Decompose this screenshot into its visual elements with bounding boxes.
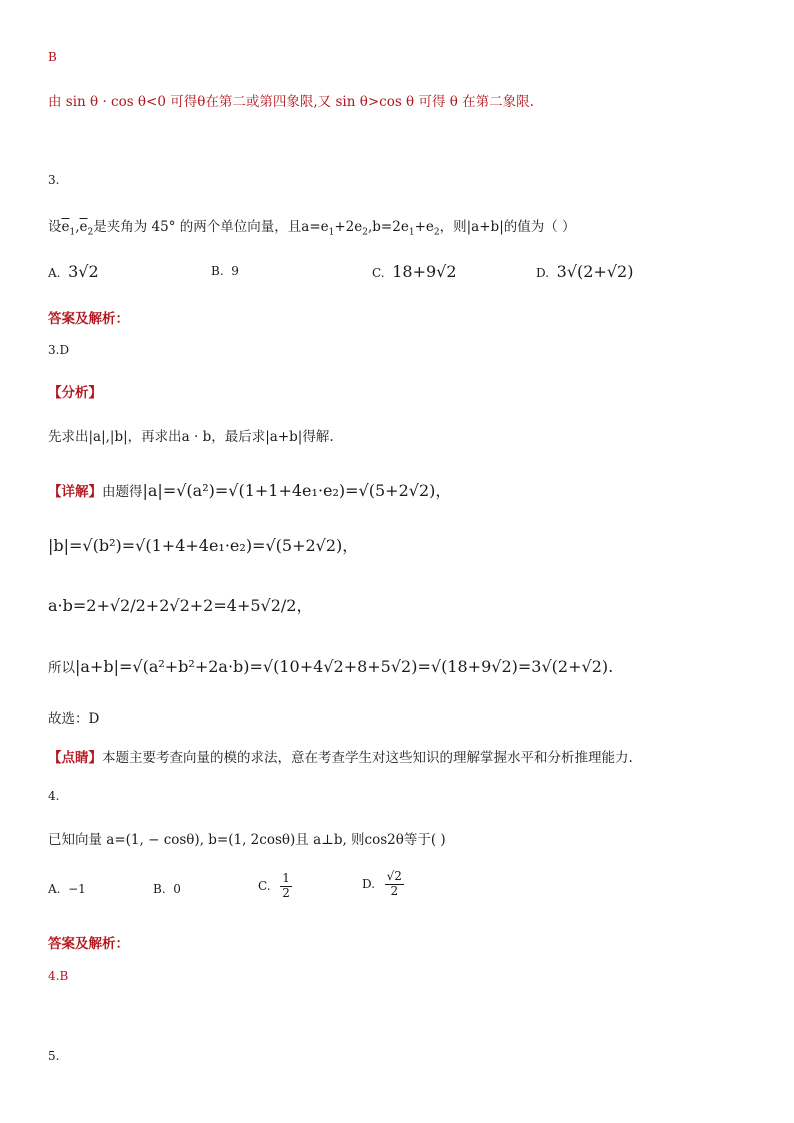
q3-option-c <box>372 262 457 281</box>
question-3-stem: 设$\overline{e}_1,\overline{e}_2$是夹角为 45° 的两个单位向量，且$a=e_1+2e_2,b=2e_1+e_2$，则|a+b|的值为（ ） <box>48 219 576 238</box>
q4-answer: 4.B <box>48 969 69 983</box>
option-label: D. <box>536 266 550 280</box>
q3-answer-heading: 答案及解析： <box>48 311 129 327</box>
q3-answer: 3.D <box>48 343 70 357</box>
detail-equation-4: |a+b|=√(a²+b²+2a·b)=√(10+4√2+8+5√2)=√(18+9√2)=3√(2+√2). <box>75 657 614 676</box>
denominator: 2 <box>390 883 399 898</box>
stem-abs: a+b <box>471 219 500 235</box>
stem-b-def-2: +e <box>414 219 434 235</box>
previous-answer-letter: B <box>48 50 57 64</box>
detail-label: 【详解】 <box>48 484 102 500</box>
option-value: 0 <box>173 882 181 896</box>
q3-option-a <box>48 262 99 281</box>
option-value: 3√(2+√2) <box>556 262 634 281</box>
option-label: C. <box>372 266 385 280</box>
q3-detail-line-1 <box>48 478 451 501</box>
fraction <box>385 870 404 899</box>
option-label: B. <box>153 882 166 896</box>
option-value: −1 <box>68 882 86 896</box>
option-label: C. <box>258 878 271 893</box>
q3-analysis-text: 先求出|a|,|b|，再求出a · b，最后求|a+b|得解. <box>48 429 334 445</box>
option-value: 18+9√2 <box>392 262 457 281</box>
comment-text: 本题主要考查向量的模的求法，意在考查学生对这些知识的理解掌握水平和分析推理能力. <box>102 750 633 766</box>
q3-comment <box>48 746 633 766</box>
q3-detail-line-4 <box>48 656 613 676</box>
q4-answer-heading: 答案及解析： <box>48 936 129 952</box>
q4-option-a <box>48 882 86 896</box>
question-3-number: 3. <box>48 173 60 187</box>
line4-prefix: 所以 <box>48 660 75 676</box>
q4-option-d <box>362 870 406 899</box>
fraction <box>280 872 292 901</box>
q3-option-b <box>211 264 239 278</box>
option-label: B. <box>211 264 224 278</box>
q4-option-c <box>258 872 294 901</box>
q3-choice: 故选：D <box>48 711 100 727</box>
detail-equation-1: |a|=√(a²)=√(1+1+4e₁·e₂)=√(5+2√2)， <box>142 481 452 500</box>
stem-end: 的值为（ ） <box>503 219 576 235</box>
option-label: A. <box>48 882 61 896</box>
q3-option-d <box>536 262 633 281</box>
previous-explanation: 由 sin θ · cos θ<0 可得θ在第二或第四象限,又 sin θ>cos θ 可得 θ 在第二象限. <box>48 94 534 110</box>
option-value: 3√2 <box>68 262 99 281</box>
question-5-number: 5. <box>48 1049 60 1063</box>
stem-a-def: a=e <box>301 219 329 235</box>
stem-b-def: ,b=2e <box>368 219 409 235</box>
option-label: D. <box>362 876 376 891</box>
question-4-stem: 已知向量 a=(1, − cosθ), b=(1, 2cosθ)且 a⊥b, 则cos2θ等于( ) <box>48 832 446 848</box>
q4-option-b <box>153 882 181 896</box>
option-value: 9 <box>231 264 239 278</box>
question-4-number: 4. <box>48 789 60 803</box>
q3-analysis-heading: 【分析】 <box>48 385 102 401</box>
option-label: A. <box>48 266 61 280</box>
stem-prefix: 设 <box>48 219 62 235</box>
denominator: 2 <box>282 885 290 900</box>
detail-intro: 由题得 <box>102 484 143 500</box>
stem-mid: 是夹角为 45° 的两个单位向量，且 <box>93 219 302 235</box>
vector-e2: $\overline{e}$ <box>79 219 88 235</box>
q3-detail-line-2: |b|=√(b²)=√(1+4+4e₁·e₂)=√(5+2√2)， <box>48 536 359 555</box>
vector-e1: $\overline{e}$ <box>61 219 70 235</box>
comment-label: 【点睛】 <box>48 750 102 766</box>
stem-tail: ，则 <box>439 219 467 235</box>
numerator: √2 <box>386 869 402 883</box>
numerator: 1 <box>282 871 290 885</box>
stem-a-def-2: +2e <box>334 219 363 235</box>
q3-detail-line-3: a·b=2+√2/2+2√2+2=4+5√2/2， <box>48 596 313 615</box>
